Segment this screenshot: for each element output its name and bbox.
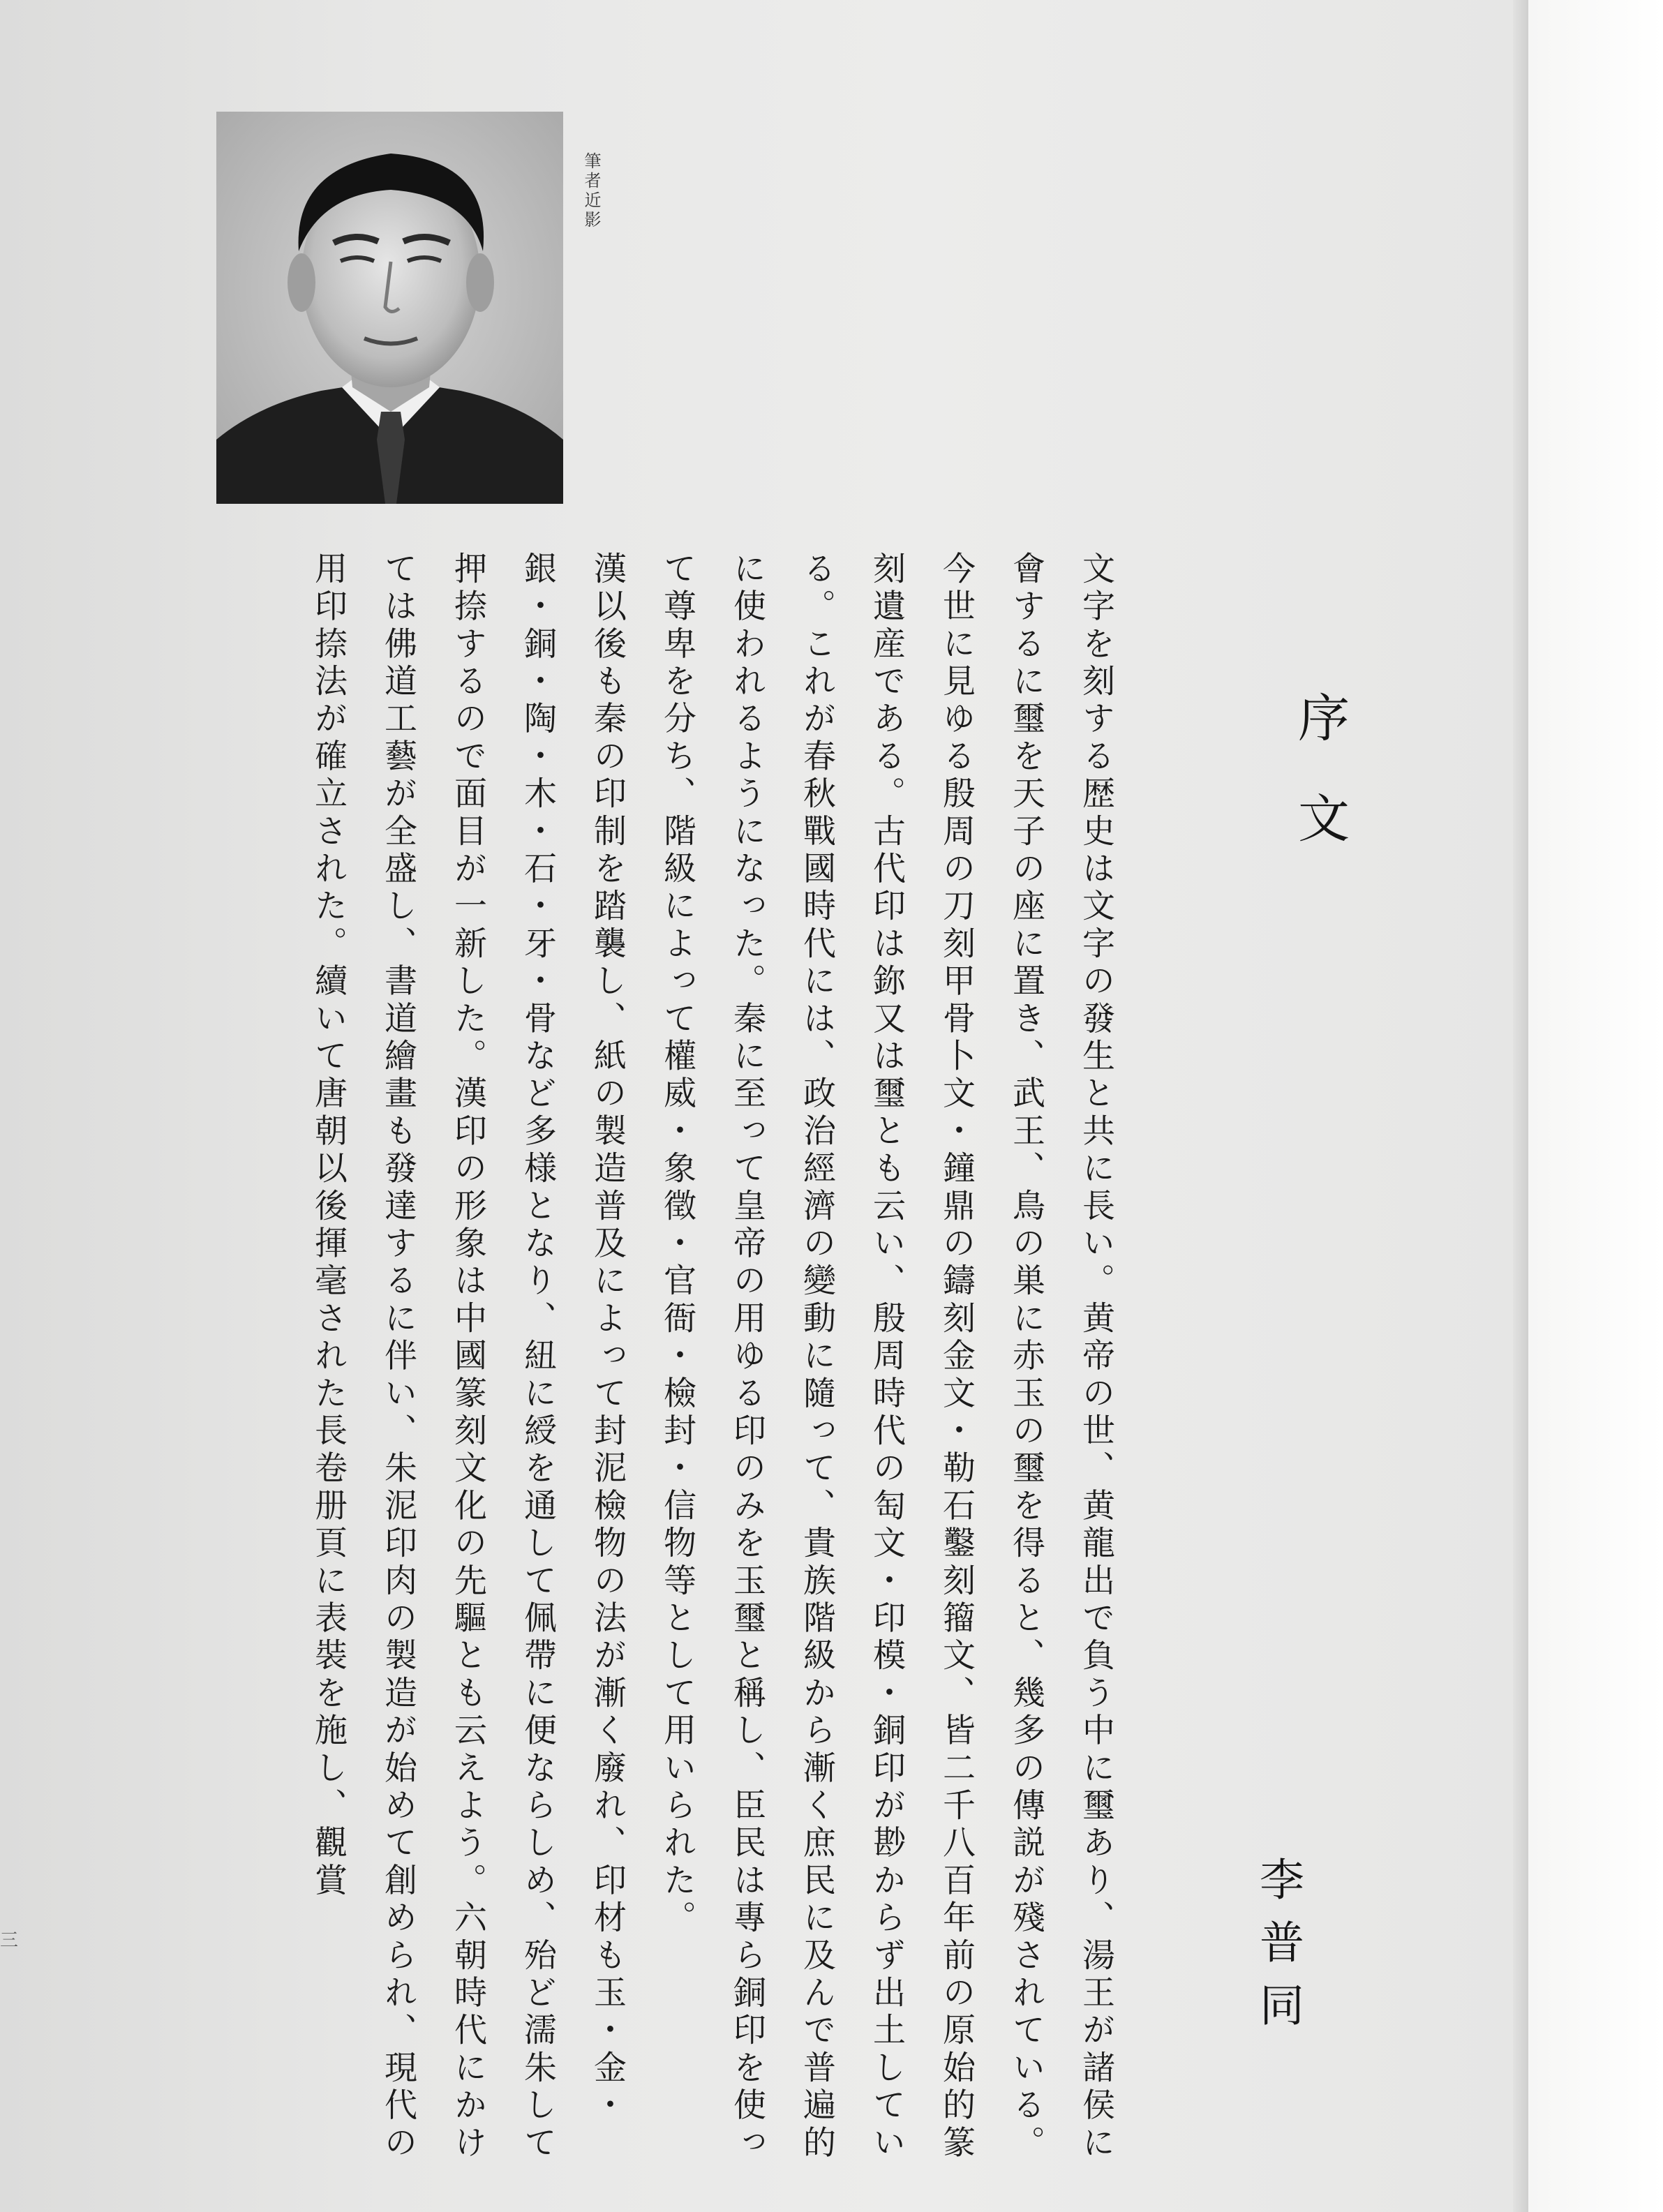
background-surface bbox=[1528, 0, 1663, 2212]
page-edge bbox=[1513, 0, 1528, 2212]
author-portrait-photo bbox=[216, 112, 563, 504]
page-number: 三 bbox=[0, 1930, 19, 1951]
paragraph-3: 漢以後も秦の印制を踏襲し、紙の製造普及によって封泥檢物の法が漸く廢れ、印材も玉・金・銀・銅・陶・木・石・牙・骨など多様となり、紐に綬を通して佩帶に便ならしめ、殆ど濡朱して押捺するので面目が一新した。漢印の形象は中國篆刻文化の先驅とも云えよう。六朝時代にかけては佛道工藝が全盛し、書道繪畫も發達するに伴い、朱泥印肉の製造が始めて創められ、現代の用印捺法が確立された。續いて唐朝以後揮毫された長卷册頁に表裝を施し、觀賞 bbox=[309, 551, 627, 2163]
photo-caption: 筆者近影 bbox=[581, 152, 601, 230]
author-name: 李普同 bbox=[1252, 1856, 1304, 2045]
paragraph-2: 今世に見ゆる殷周の刀刻甲骨卜文・鐘鼎の鑄刻金文・勒石鑿刻籀文、皆二千八百年前の原始的篆刻遺産である。古代印は鉨又は璽とも云い、殷周時代の匋文・印模・銅印が尠からず出土している。これが春秋戰國時代には、政治經濟の變動に隨って、貴族階級から漸く庶民に及んで普遍的に使われるようになった。秦に至って皇帝の用ゆる印のみを玉璽と稱し、臣民は專ら銅印を使って尊卑を分ち、階級によって權威・象徵・官衙・檢封・信物等として用いられた。 bbox=[658, 551, 976, 2163]
paragraph-1: 文字を刻する歴史は文字の發生と共に長い。黄帝の世、黄龍出で負う中に璽あり、湯王が諸侯に會するに璽を天子の座に置き、武王、鳥の巣に赤玉の璽を得ると、幾多の傳説が殘されている。 bbox=[1007, 551, 1115, 2163]
preface-body bbox=[209, 551, 1131, 2184]
page-title: 序文 bbox=[1290, 691, 1350, 892]
